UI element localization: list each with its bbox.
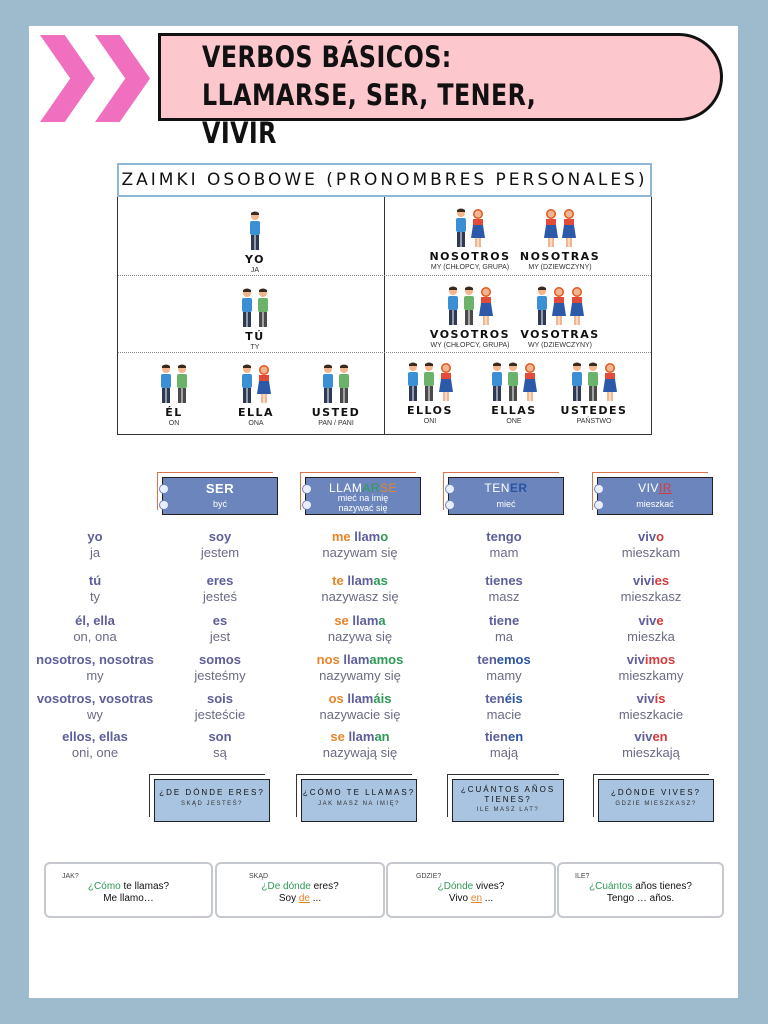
person-icon — [522, 362, 538, 402]
conjugation-cell: soy jestem — [200, 529, 240, 560]
person-icon — [446, 286, 460, 326]
conjugation-cell: son są — [208, 729, 232, 760]
page-title: VERBOS BÁSICOS: LLAMARSE, SER, TENER, VIVIR — [202, 40, 537, 150]
pronoun-vosotras: VOSOTRAS WY (DZIEWCZYNY) — [508, 280, 612, 349]
question-card: ¿CÓMO TE LLAMAS? JAK MASZ NA IMIĘ? — [301, 779, 417, 822]
person-icon — [470, 208, 486, 248]
pronoun-usted: USTED PAN / PANI — [292, 358, 380, 427]
conjugation-cell: vivís mieszkacie — [618, 691, 684, 722]
divider — [384, 197, 385, 435]
conjugation-cell: vive mieszka — [627, 613, 675, 644]
person-icon — [248, 211, 262, 251]
person-icon — [561, 208, 577, 248]
pronoun-tu: TÚ TY — [205, 282, 305, 351]
divider — [118, 352, 651, 353]
verb-card-vivir: VIVIR mieszkać — [597, 477, 713, 515]
person-icon — [240, 288, 254, 328]
person-icon — [535, 286, 549, 326]
person-icon — [490, 362, 504, 402]
question-card: ¿CUÁNTOS AÑOS TIENES? ILE MASZ LAT? — [452, 779, 564, 822]
pronoun-ellas: ELLAS ONE — [474, 356, 554, 425]
person-icon — [438, 362, 454, 402]
person-icon — [406, 362, 420, 402]
person-icon — [321, 364, 335, 404]
conjugation-cell: se llama nazywa się — [327, 613, 393, 644]
pronoun-el: ÉL ON — [130, 358, 218, 427]
question-card: ¿DE DÓNDE ERES? SKĄD JESTEŚ? — [154, 779, 270, 822]
conjugation-cell: él, ella on, ona — [73, 613, 117, 644]
conjugation-cell: yo ja — [87, 529, 103, 560]
conjugation-cell: vivies mieszkasz — [620, 573, 682, 604]
conjugation-cell: tienen mają — [484, 729, 524, 760]
conjugation-cell: es jest — [209, 613, 231, 644]
pronoun-ustedes: USTEDES PAŃSTWO — [553, 356, 635, 425]
conjugation-cell: se llaman nazywają się — [322, 729, 398, 760]
conjugation-cell: os llamáis nazywacie się — [319, 691, 401, 722]
conjugation-cell: nosotros, nosotras my — [36, 652, 154, 683]
conjugation-cell: me llamo nazywam się — [322, 529, 398, 560]
person-icon — [256, 364, 272, 404]
conjugation-cell: vosotros, vosotras wy — [36, 691, 154, 722]
person-icon — [256, 288, 270, 328]
person-icon — [454, 208, 468, 248]
pronoun-vosotros: VOSOTROS WY (CHŁOPCY, GRUPA) — [418, 280, 522, 349]
conjugation-cell: nos llamamos nazywamy się — [316, 652, 404, 683]
conjugation-cell: tenéis macie — [485, 691, 523, 722]
phrase-card: JAK? ¿Cómo te llamas? Me llamo… — [44, 862, 213, 918]
pronoun-nosotras: NOSOTRAS MY (DZIEWCZYNY) — [508, 202, 612, 271]
pronoun-ellos: ELLOS ONI — [390, 356, 470, 425]
conjugation-cell: somos jesteśmy — [194, 652, 246, 683]
person-icon — [337, 364, 351, 404]
person-icon — [569, 286, 585, 326]
conjugation-cell: vivo mieszkam — [621, 529, 681, 560]
verb-card-tener: TENER mieć — [448, 477, 564, 515]
phrase-card: GDZIE? ¿Dónde vives? Vivo en ... — [386, 862, 556, 918]
person-icon — [602, 362, 618, 402]
person-icon — [462, 286, 476, 326]
divider — [118, 275, 651, 276]
person-icon — [240, 364, 254, 404]
conjugation-cell: tenemos mamy — [477, 652, 531, 683]
pronoun-nosotros: NOSOTROS MY (CHŁOPCY, GRUPA) — [418, 202, 522, 271]
conjugation-cell: tienes masz — [485, 573, 523, 604]
conjugation-cell: ellos, ellas oni, one — [62, 729, 128, 760]
person-icon — [478, 286, 494, 326]
verb-card-llamarse: LLAMARSE mieć na imię nazywać się — [305, 477, 421, 515]
verb-card-ser: SER być — [162, 477, 278, 515]
person-icon — [586, 362, 600, 402]
conjugation-cell: te llamas nazywasz się — [321, 573, 399, 604]
conjugation-cell: tengo mam — [486, 529, 522, 560]
question-card: ¿DÓNDE VIVES? GDZIE MIESZKASZ? — [598, 779, 714, 822]
pronoun-ella: ELLA ONA — [212, 358, 300, 427]
person-icon — [175, 364, 189, 404]
person-icon — [543, 208, 559, 248]
person-icon — [506, 362, 520, 402]
conjugation-cell: viven mieszkają — [622, 729, 680, 760]
person-icon — [551, 286, 567, 326]
pronoun-yo: YO JA — [205, 205, 305, 274]
person-icon — [422, 362, 436, 402]
conjugation-cell: tiene ma — [488, 613, 520, 644]
conjugation-cell: sois jesteście — [194, 691, 246, 722]
conjugation-cell: tú ty — [88, 573, 102, 604]
person-icon — [570, 362, 584, 402]
pronoun-table-header: ZAIMKI OSOBOWE (PRONOMBRES PERSONALES) — [117, 163, 652, 197]
phrase-card: ILE? ¿Cuántos años tienes? Tengo … años. — [557, 862, 724, 918]
conjugation-cell: eres jesteś — [203, 573, 237, 604]
person-icon — [159, 364, 173, 404]
conjugation-cell: vivimos mieszkamy — [618, 652, 684, 683]
phrase-card: SKĄD ¿De dónde eres? Soy de ... — [215, 862, 385, 918]
